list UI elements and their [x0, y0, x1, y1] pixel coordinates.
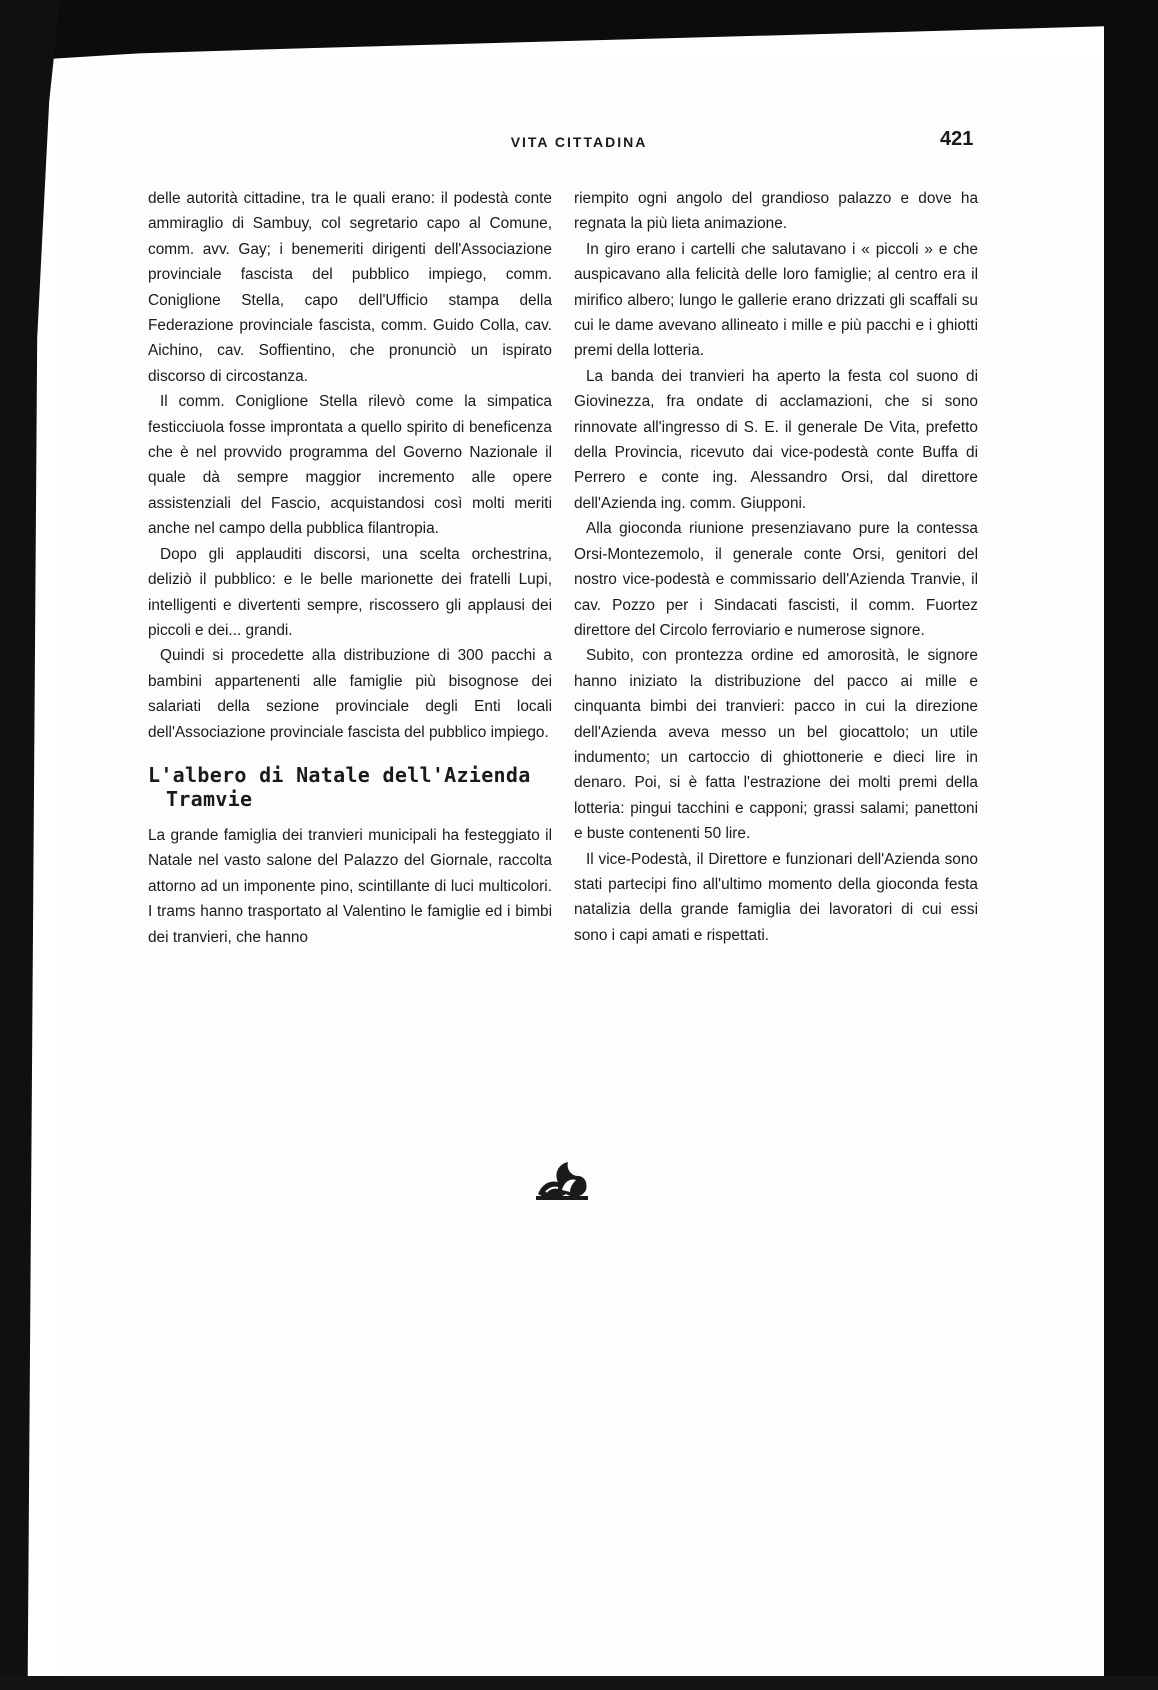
paragraph: Dopo gli applauditi discorsi, una scelta orchestrina, deliziò il pubblico: e le belle marionette dei fratelli Lupi, intelligenti e divertenti sempre, riscossero gli applausi dei piccoli e dei... grandi. [148, 545, 552, 639]
paragraph: Alla gioconda riunione presenziavano pure la contessa Orsi-Montezemolo, il generale conte Orsi, genitori del nostro vice-podestà e commissario dell'Azienda Tranvie, il cav. Pozzo per i Sindacati fascisti, il comm. Fuortez direttore del Circolo ferroviario e numerose signore. [574, 520, 978, 639]
left-column [148, 186, 552, 950]
scan-border-bottom [0, 1676, 1158, 1690]
paragraph: delle autorità cittadine, tra le quali erano: il podestà conte ammiraglio di Sambuy, col segretario capo al Comune, comm. avv. Gay; i benemeriti dirigenti dell'Associazione provinciale fascista del pubblico impiego, comm. Coniglione Stella, capo dell'Ufficio stampa della Federazione provinciale fascista, comm. Guido Colla, cav. Aichino, cav. Soffientino, che pronunciò un ispirato discorso di circostanza. [148, 190, 552, 385]
paragraph: Il comm. Coniglione Stella rilevò come la simpatica festicciuola fosse improntata a quello spirito di beneficenza che è nel provvido programma del Governo Nazionale il quale dà sempre maggior incremento alle opere assistenziali del Fascio, acquistandosi così molti meriti anche nel campo della pubblica filantropia. [148, 393, 552, 538]
page-number: 421 [940, 128, 974, 150]
section-heading-line-2: Tramvie [166, 786, 253, 811]
scan-border-top [0, 0, 1158, 62]
paragraph: La banda dei tranvieri ha aperto la festa col suono di Giovinezza, fra ondate di acclamazioni, che si sono rinnovate all'ingresso di S. E. il generale De Vita, prefetto della Provincia, ricevuto dai vice-podestà conte Buffa di Perrero e conte ing. Alessandro Orsi, dal direttore dell'Azienda ing. comm. Giupponi. [574, 367, 978, 512]
paragraph: riempito ogni angolo del grandioso palazzo e dove ha regnata la più lieta animazione. [574, 190, 978, 233]
section-heading-line-1: L'albero di Natale dell'Azienda [148, 762, 531, 787]
paragraph: Subito, con prontezza ordine ed amorosità, le signore hanno iniziato la distribuzione del pacco ai mille e cinquanta bimbi dei tranvieri: pacco in cui la direzione dell'Azienda aveva messo un bel giocattolo; un utile indumento; un cartoccio di ghiottonerie e dieci lire in denaro. Poi, si è fatta l'estrazione dei molti premi della lotteria: pingui tacchini e capponi; grassi salami; panettoni e buste contenenti 50 lire. [574, 647, 978, 843]
paragraph: La grande famiglia dei tranvieri municipali ha festeggiato il Natale nel vasto salone del Palazzo del Giornale, raccolta attorno ad un imponente pino, scintillante di luci multicolori. I trams hanno trasportato al Valentino le famiglie ed i bimbi dei tranvieri, che hanno [148, 826, 552, 946]
section-heading [148, 763, 552, 811]
scan-border-right [1104, 0, 1158, 1690]
running-head: VITA CITTADINA [510, 134, 648, 150]
scan-border-left [0, 0, 60, 1690]
paragraph: Quindi si procedette alla distribuzione di 300 pacchi a bambini appartenenti alle famiglie più bisognose dei salariati della sezione provinciale degli Enti locali dell'Associazione provinciale fascista del pubblico impiego. [148, 647, 552, 741]
paragraph: In giro erano i cartelli che salutavano i « piccoli » e che auspicavano alla felicità delle loro famiglie; al centro era il mirifico albero; lungo le gallerie erano drizzati gli scaffali su cui le dame avevano allineato i mille e più pacchi e i ghiotti premi della lotteria. [574, 240, 978, 360]
paragraph: Il vice-Podestà, il Direttore e funzionari dell'Azienda sono stati partecipi fino all'ultimo momento della gioconda festa natalizia della grande famiglia dei lavoratori di cui essi sono i capi amati e rispettati. [574, 850, 978, 944]
decorative-vignette-icon [532, 1154, 592, 1202]
right-column [574, 186, 978, 948]
